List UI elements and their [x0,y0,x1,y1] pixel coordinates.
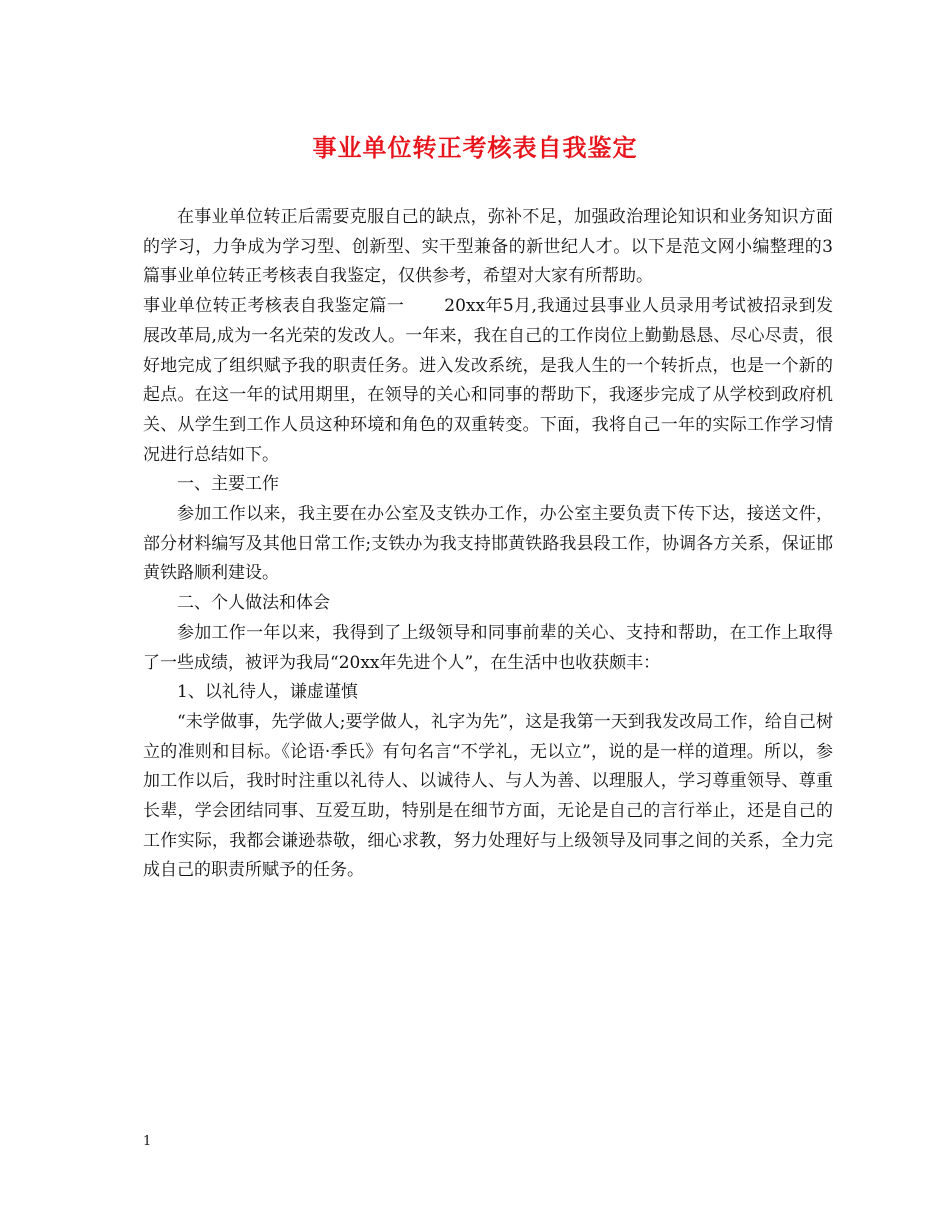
courtesy-paragraph: “未学做事，先学做人;要学做人，礼字为先”，这是我第一天到我发改局工作，给自己树立的准则和目标。《论语·季氏》有句名言“不学礼，无以立”，说的是一样的道理。所以，参加工作以后，我时时注重以礼待人、以诚待人、与人为善、以理服人，学习尊重领导、尊重长辈，学会团结同事、互爱互助，特别是在细节方面，无论是自己的言行举止，还是自己的工作实际，我都会谦逊恭敬，细心求教，努力处理好与上级领导及同事之间的关系，全力完成自己的职责所赋予的任务。 [143,711,833,881]
practice-paragraph: 参加工作一年以来，我得到了上级领导和同事前辈的关心、支持和帮助，在工作上取得了一些成绩，被评为我局“20xx年先进个人”，在生活中也收获颇丰： [143,622,833,673]
document-title: 事业单位转正考核表自我鉴定 [312,133,638,162]
heading-courtesy: 1、以礼待人，谦虚谨慎 [177,682,358,703]
section-one-paragraph [143,292,833,470]
heading-practice: 二、个人做法和体会 [177,593,330,614]
section-one-heading: 事业单位转正考核表自我鉴定篇一 [143,296,405,317]
page-number: 1 [143,1134,152,1149]
main-work-paragraph: 参加工作以来，我主要在办公室及支铁办工作，办公室主要负责下传下达，接送文件，部分材料编写及其他日常工作;支铁办为我支持邯黄铁路我县段工作，协调各方关系，保证邯黄铁路顺利建设。 [143,504,833,584]
section-one-text: 20xx年5月,我通过县事业人员录用考试被招录到发展改革局,成为一名光荣的发改人。一年来，我在自己的工作岗位上勤勤恳恳、尽心尽责，很好地完成了组织赋予我的职责任务。进入发改系统，是我人生的一个转折点，也是一个新的起点。在这一年的试用期里，在领导的关心和同事的帮助下，我逐步完成了从学校到政府机关、从学生到工作人员这种环境和角色的双重转变。下面，我将自己一年的实际工作学习情况进行总结如下。 [143,296,834,465]
heading-main-work: 一、主要工作 [177,474,279,495]
document-body [143,203,833,886]
intro-paragraph: 在事业单位转正后需要克服自己的缺点，弥补不足，加强政治理论知识和业务知识方面的学习，力争成为学习型、创新型、实干型兼备的新世纪人才。以下是范文网小编整理的3篇事业单位转正考核表自我鉴定，仅供参考，希望对大家有所帮助。 [143,207,833,287]
